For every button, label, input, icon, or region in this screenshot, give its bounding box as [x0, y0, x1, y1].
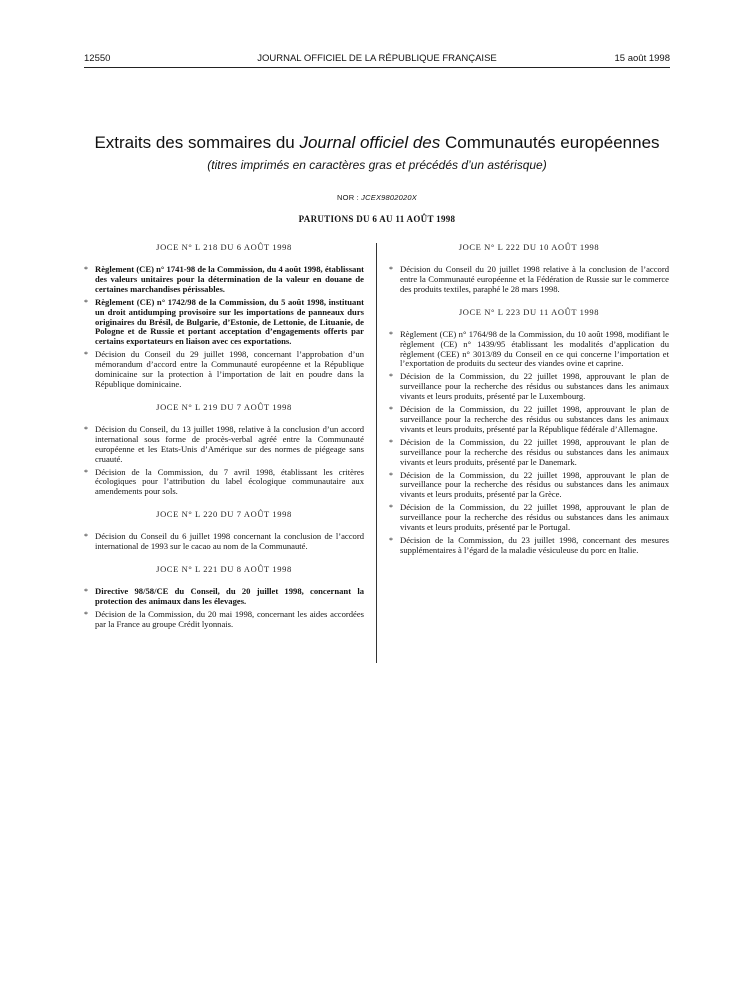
asterisk-marker: * [84, 265, 88, 274]
asterisk-marker: * [389, 503, 393, 513]
journal-title: JOURNAL OFFICIEL DE LA RÉPUBLIQUE FRANÇAISE [257, 53, 497, 64]
journal-issue-group [84, 242, 364, 390]
right-column [389, 242, 669, 568]
summary-item [84, 350, 364, 390]
summary-item [389, 471, 669, 501]
asterisk-marker: * [84, 297, 88, 307]
title-italic: Journal officiel des [299, 133, 441, 152]
title-prefix: Extraits des sommaires du [94, 133, 300, 152]
journal-issue-group [389, 242, 669, 295]
summary-item [84, 265, 364, 295]
summary-text: Règlement (CE) n° 1741-98 de la Commission, du 4 août 1998, établissant des valeurs unitaires pour la détermination de la valeur en douane de certaines marchandises périssables. [95, 264, 364, 294]
summary-item [389, 405, 669, 435]
summary-text: Règlement (CE) n° 1764/98 de la Commission, du 10 août 1998, modifiant le règlement (CE) n° 1439/95 établissant les modalités d’application du règlement (CEE) n° 3013/89 du Conseil en ce qui concerne l’importation et l’exportation de produits du secteur des viandes ovine et caprine. [400, 328, 669, 369]
asterisk-marker: * [84, 532, 88, 542]
asterisk-marker: * [84, 350, 88, 360]
summary-text: Directive 98/58/CE du Conseil, du 20 juillet 1998, concernant la protection des animaux dans les élevages. [95, 586, 364, 606]
summary-item [84, 532, 364, 552]
asterisk-marker: * [389, 265, 393, 274]
issue-heading: JOCE N° L 221 DU 8 AOÛT 1998 [156, 564, 292, 575]
summary-item [389, 438, 669, 468]
asterisk-marker: * [84, 587, 88, 597]
summary-item [84, 610, 364, 630]
asterisk-marker: * [389, 329, 393, 339]
summary-text: Décision de la Commission, du 22 juillet 1998, approuvant le plan de surveillance pour la recherche des résidus ou substances dans les animaux vivants et leurs produits, présenté par le Luxembourg. [400, 371, 669, 402]
summary-text: Règlement (CE) n° 1742/98 de la Commission, du 5 août 1998, instituant un droit antidumping provisoire sur les importations de panneaux durs originaires du Brésil, de Bulgarie, d’Estonie, de Lettonie, de Lituanie, de Pologne et de Russie et portant acceptation d’engagements offerts par certains exportateurs en liaison avec ces exportations. [95, 296, 364, 347]
nor-label: NOR : [337, 193, 362, 202]
running-header [84, 53, 670, 68]
summary-text: Décision de la Commission, du 22 juillet 1998, approuvant le plan de surveillance pour la recherche des résidus ou substances dans les animaux vivants et leurs produits, présenté par le Portugal. [400, 502, 669, 533]
summary-item [84, 298, 364, 348]
summary-item [84, 587, 364, 607]
summary-text: Décision de la Commission, du 20 mai 1998, concernant les aides accordées par la France au groupe Crédit lyonnais. [95, 608, 364, 629]
asterisk-marker: * [84, 424, 88, 434]
issue-heading: JOCE N° L 222 DU 10 AOÛT 1998 [458, 242, 600, 252]
issue-heading: JOCE N° L 219 DU 7 AOÛT 1998 [156, 401, 292, 412]
summary-item [389, 503, 669, 533]
asterisk-marker: * [389, 372, 393, 382]
summary-item [84, 468, 364, 498]
page-number: 12550 [84, 53, 111, 64]
asterisk-marker: * [84, 609, 88, 619]
summary-item [389, 372, 669, 402]
journal-issue-group [84, 564, 364, 630]
page-subtitle: (titres imprimés en caractères gras et précédés d’un astérisque) [207, 158, 547, 172]
nor-reference [84, 193, 670, 202]
asterisk-marker: * [389, 405, 393, 415]
summary-text: Décision de la Commission, du 22 juillet 1998, approuvant le plan de surveillance pour la recherche des résidus ou substances dans les animaux vivants et leurs produits, présenté par la Grèce. [400, 469, 669, 500]
summary-text: Décision de la Commission, du 23 juillet 1998, concernant des mesures supplémentaires à l’égard de la maladie vésiculeuse du porc en Italie. [400, 534, 669, 555]
asterisk-marker: * [389, 535, 393, 545]
summary-text: Décision du Conseil, du 13 juillet 1998, relative à la conclusion d’un accord international sous forme de procès-verbal agréé entre la Communauté européenne et les Etats-Unis d’Amérique sur des normes de piégeage sans cruauté. [95, 423, 364, 464]
issue-heading: JOCE N° L 220 DU 7 AOÛT 1998 [156, 509, 292, 520]
journal-issue-group [84, 402, 364, 497]
summary-item [389, 330, 669, 370]
parutions-heading: PARUTIONS DU 6 AU 11 AOÛT 1998 [298, 214, 456, 224]
summary-text: Décision du Conseil du 20 juillet 1998 relative à la conclusion de l’accord entre la Communauté européenne et la Fédération de Russie sur le commerce des produits textiles, paraphé le 28 mars 1998. [400, 264, 669, 294]
asterisk-marker: * [389, 470, 393, 480]
summary-text: Décision du Conseil du 29 juillet 1998, concernant l’approbation d’un mémorandum d’accord entre la Communauté européenne et la République dominicaine sur la protection à l’importation de lait en poudre dans la République dominicaine. [95, 349, 364, 389]
title-suffix: Communautés européennes [440, 133, 660, 152]
summary-item [389, 265, 669, 295]
summary-text: Décision de la Commission, du 7 avril 1998, établissant les critères écologiques pour l’attribution du label écologique communautaire aux amendements pour sols. [95, 466, 364, 497]
left-column [84, 242, 364, 642]
summary-item [84, 425, 364, 465]
issue-date: 15 août 1998 [614, 53, 670, 64]
summary-text: Décision de la Commission, du 22 juillet 1998, approuvant le plan de surveillance pour la recherche des résidus ou substances dans les animaux vivants et leurs produits, présenté par la République fédérale d’Allemagne. [400, 404, 669, 434]
issue-heading: JOCE N° L 223 DU 11 AOÛT 1998 [458, 306, 600, 317]
asterisk-marker: * [389, 437, 393, 447]
summary-text: Décision du Conseil du 6 juillet 1998 concernant la conclusion de l’accord international de 1993 sur le cacao au nom de la Communauté. [95, 531, 364, 552]
issue-heading: JOCE N° L 218 DU 6 AOÛT 1998 [156, 242, 292, 252]
page-title [84, 133, 670, 153]
column-divider [376, 243, 377, 663]
summary-text: Décision de la Commission, du 22 juillet 1998, approuvant le plan de surveillance pour la recherche des résidus ou substances dans les animaux vivants et leurs produits, présenté par le Danemark. [400, 436, 669, 467]
summary-item [389, 536, 669, 556]
journal-issue-group [84, 509, 364, 552]
asterisk-marker: * [84, 467, 88, 477]
journal-issue-group [389, 307, 669, 556]
nor-value: JCEX9802020X [361, 193, 417, 202]
